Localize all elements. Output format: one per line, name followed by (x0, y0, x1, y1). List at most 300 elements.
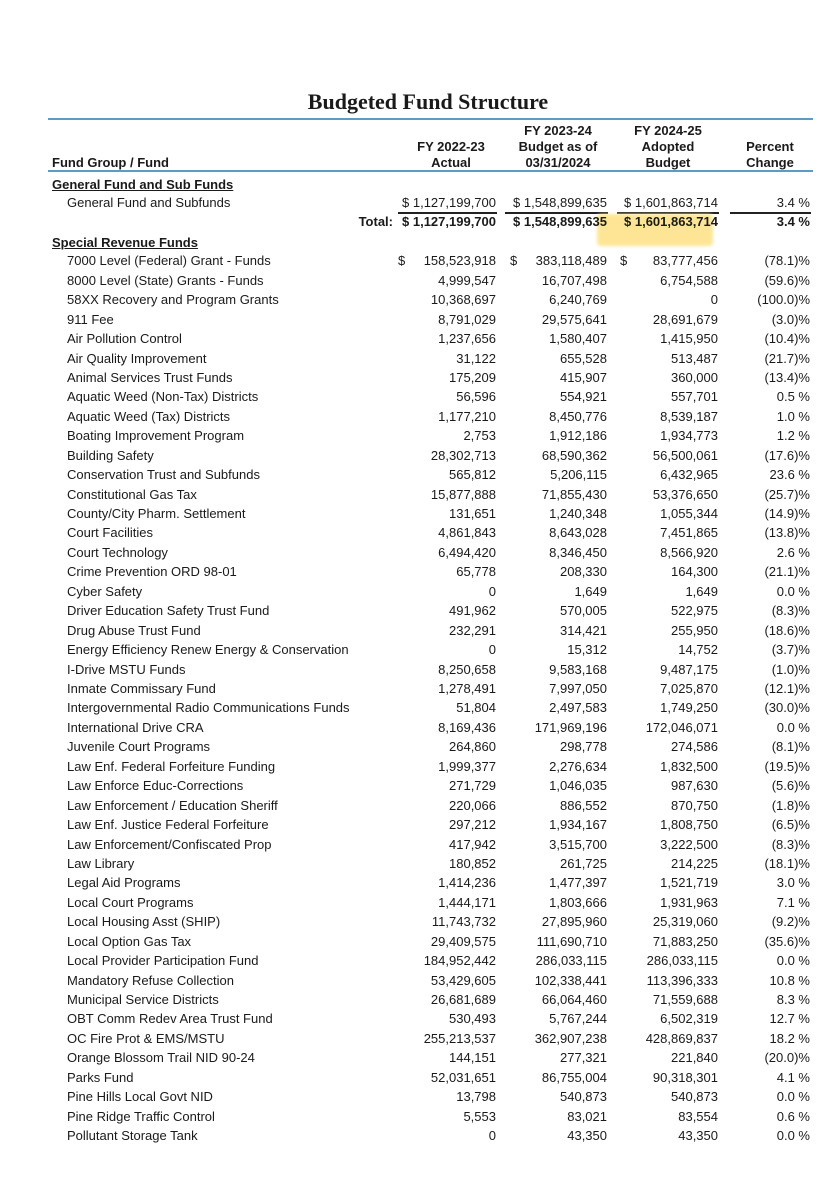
actual-value: 0 (488, 1128, 496, 1144)
fund-name: Law Enforcement / Education Sheriff (67, 797, 278, 813)
table-row (48, 893, 813, 912)
actual-value: 184,952,442 (423, 953, 496, 969)
pct-value: 2.6 % (776, 544, 810, 560)
budget-value: 415,907 (560, 369, 607, 385)
actual-value: 271,729 (449, 778, 496, 794)
fund-name: Law Enf. Justice Federal Forfeiture (67, 817, 269, 833)
pct-value: (30.0)% (764, 700, 810, 716)
budget-value: 6,240,769 (549, 292, 607, 308)
pct-value: (3.0)% (771, 311, 810, 327)
adopted-value: 3,222,500 (660, 836, 718, 852)
pct-value: (59.6)% (764, 272, 810, 288)
table-row (48, 757, 813, 776)
fund-name: Constitutional Gas Tax (67, 486, 197, 502)
actual-value: 0 (488, 642, 496, 658)
header-adopted-line3: Budget (645, 155, 691, 170)
total-budget (513, 212, 607, 231)
header-adopted-line1: FY 2024-25 (634, 123, 702, 138)
actual-value: 491,962 (449, 603, 496, 619)
adopted-value: 1,808,750 (660, 817, 718, 833)
pct-value: 4.1 % (776, 1069, 810, 1085)
pct-value: (25.7)% (764, 486, 810, 502)
pct-value: 3.0 % (776, 875, 810, 891)
fund-name: Air Quality Improvement (67, 350, 207, 366)
actual-value: 29,409,575 (430, 933, 496, 949)
budget-value: 298,778 (560, 739, 607, 755)
pct-value: (14.9)% (764, 506, 810, 522)
fund-name: Juvenile Court Programs (67, 739, 211, 755)
budget-value: 570,005 (560, 603, 607, 619)
adopted-value: 1,521,719 (660, 875, 718, 891)
budget-value: 3,515,700 (549, 836, 607, 852)
pct-value: (1.8)% (771, 797, 810, 813)
adopted-value: 90,318,301 (652, 1069, 718, 1085)
actual-value: 1,999,377 (438, 758, 496, 774)
actual-value: 56,596 (456, 389, 496, 405)
fund-name: County/City Pharm. Settlement (67, 506, 246, 522)
fund-name: Local Court Programs (67, 894, 194, 910)
budget-value: 43,350 (567, 1128, 607, 1144)
adopted-value: 274,586 (671, 739, 718, 755)
actual-value: 417,942 (449, 836, 496, 852)
adopted-value: 53,376,650 (652, 486, 718, 502)
adopted-value: 9,487,175 (660, 661, 718, 677)
pct-value: 10.8 % (769, 972, 810, 988)
table-row (48, 582, 813, 601)
table-row (48, 290, 813, 309)
fund-name: Boating Improvement Program (67, 428, 245, 444)
pct-value: (8.3)% (771, 836, 810, 852)
budget-value: 5,767,244 (549, 1011, 607, 1027)
fund-name: Conservation Trust and Subfunds (67, 467, 260, 483)
adopted-value: 428,869,837 (645, 1030, 718, 1046)
header-budget-line3: 03/31/2024 (525, 155, 591, 170)
fund-name: OC Fire Prot & EMS/MSTU (67, 1030, 225, 1046)
fund-name: Building Safety (67, 447, 154, 463)
actual-value: 264,860 (449, 739, 496, 755)
budget-value: 1,046,035 (549, 778, 607, 794)
actual-value: 1,444,171 (438, 894, 496, 910)
fund-name: Legal Aid Programs (67, 875, 181, 891)
fund-name: Aquatic Weed (Tax) Districts (67, 408, 231, 424)
fund-name: 7000 Level (Federal) Grant - Funds (67, 253, 271, 269)
fund-name: Court Technology (67, 544, 168, 560)
fund-name: 8000 Level (State) Grants - Funds (67, 272, 264, 288)
pct-value: (20.0)% (764, 1050, 810, 1066)
pct-value: (8.1)% (771, 739, 810, 755)
budget-value: 27,895,960 (541, 914, 607, 930)
table-row (48, 1107, 813, 1126)
total-pct: 3.4 % (776, 214, 810, 229)
budget-value: 5,206,115 (550, 467, 607, 483)
budget-value: 261,725 (560, 855, 607, 871)
budget-value: 286,033,115 (535, 953, 607, 969)
budget-value: 171,969,196 (534, 719, 607, 735)
actual-value: 158,523,918 (423, 253, 496, 269)
currency-sign: $ (398, 253, 406, 269)
pct-value: 0.0 % (776, 1128, 810, 1144)
budget-value: 83,021 (567, 1108, 607, 1124)
fund-name: Intergovernmental Radio Communications Funds (67, 700, 350, 716)
adopted-value: 172,046,071 (645, 719, 718, 735)
pct-value: 8.3 % (776, 992, 810, 1008)
actual-value: 8,250,658 (438, 661, 496, 677)
adopted-value: 1,649 (685, 583, 718, 599)
adopted-value: 83,554 (678, 1108, 718, 1124)
budget-value: 71,855,430 (541, 486, 607, 502)
pct-value: 0.0 % (776, 583, 810, 599)
table-row (48, 621, 813, 640)
budget-value: 1,934,167 (549, 817, 607, 833)
actual-value: 53,429,605 (430, 972, 496, 988)
table-row (48, 951, 813, 970)
pct-value: (21.7)% (764, 350, 810, 366)
fund-name: Energy Efficiency Renew Energy & Conservation (67, 642, 349, 658)
budget-value: 1,803,666 (549, 894, 607, 910)
table-row (48, 465, 813, 484)
table-row (48, 485, 813, 504)
actual-value: 11,743,732 (431, 914, 496, 930)
actual-value: 52,031,651 (430, 1069, 496, 1085)
actual-value: 297,212 (449, 817, 496, 833)
header-pct-line2: Change (746, 155, 794, 170)
actual-value: 1,177,210 (438, 408, 496, 424)
pct-value: (3.7)% (771, 642, 810, 658)
pct-value: (5.6)% (771, 778, 810, 794)
header-budget (508, 123, 608, 171)
table-row (48, 562, 813, 581)
fund-name: Orange Blossom Trail NID 90-24 (67, 1050, 255, 1066)
actual-value: 1,414,236 (438, 875, 496, 891)
total-actual (402, 212, 496, 231)
table-row (48, 660, 813, 679)
pct-value: 18.2 % (769, 1030, 810, 1046)
actual-value: 0 (488, 583, 496, 599)
fund-name: Law Enforcement/Confiscated Prop (67, 836, 272, 852)
table-row (48, 387, 813, 406)
pct-value: (9.2)% (771, 914, 810, 930)
currency-sign: $ (624, 195, 632, 210)
header-actual-line2: Actual (431, 155, 471, 170)
fund-name: Inmate Commissary Fund (67, 680, 216, 696)
adopted-value: 1,931,963 (660, 894, 718, 910)
adopted-value: 113,396,333 (646, 972, 718, 988)
adopted-value: 71,559,688 (652, 992, 718, 1008)
adopted-value: 71,883,250 (652, 933, 718, 949)
header-actual-line1: FY 2022-23 (417, 139, 485, 154)
pct-value: 12.7 % (769, 1011, 810, 1027)
actual-value (402, 193, 496, 212)
total-label: Total: (358, 214, 393, 229)
budget-value: 208,330 (560, 564, 607, 580)
fund-name: General Fund and Subfunds (67, 195, 231, 210)
actual-value: 1,237,656 (438, 331, 496, 347)
pct-value: 0.0 % (776, 719, 810, 735)
budget-value: 68,590,362 (541, 447, 607, 463)
table-row (48, 776, 813, 795)
budget-value: 9,583,168 (549, 661, 607, 677)
table-row (48, 329, 813, 348)
adopted-value: 870,750 (671, 797, 718, 813)
actual-value: 144,151 (449, 1050, 496, 1066)
currency-sign: $ (402, 214, 410, 229)
pct-value: (1.0)% (771, 661, 810, 677)
adopted-value: 1,749,250 (660, 700, 718, 716)
fund-name: Local Provider Participation Fund (67, 953, 259, 969)
actual-value: 15,877,888 (430, 486, 496, 502)
table-row (48, 873, 813, 892)
adopted-value: 214,225 (671, 855, 718, 871)
table-row (48, 640, 813, 659)
budget-value (513, 193, 607, 212)
fund-name: Law Enf. Federal Forfeiture Funding (67, 758, 276, 774)
budget-value: 655,528 (560, 350, 607, 366)
actual-value: 5,553 (463, 1108, 496, 1124)
fund-name: I-Drive MSTU Funds (67, 661, 186, 677)
fund-name: Parks Fund (67, 1069, 134, 1085)
budget-amount: 1,548,899,635 (523, 195, 607, 210)
header-rule (48, 170, 813, 172)
fund-name: OBT Comm Redev Area Trust Fund (67, 1011, 273, 1027)
fund-name: 58XX Recovery and Program Grants (67, 292, 279, 308)
adopted-value: 6,754,588 (660, 272, 718, 288)
fund-name: Pine Ridge Traffic Control (67, 1108, 215, 1124)
total-actual-amount: 1,127,199,700 (412, 214, 496, 229)
adopted-value: 25,319,060 (652, 914, 718, 930)
budget-value: 7,997,050 (549, 680, 607, 696)
table-row (48, 523, 813, 542)
pct-value: (100.0)% (757, 292, 810, 308)
budget-value: 1,649 (574, 583, 607, 599)
currency-sign: $ (513, 214, 521, 229)
actual-value: 255,213,537 (423, 1030, 496, 1046)
budget-value: 86,755,004 (541, 1069, 607, 1085)
budget-value: 554,921 (560, 389, 607, 405)
adopted-value (624, 193, 718, 212)
actual-value: 2,753 (463, 428, 496, 444)
table-row (48, 251, 813, 270)
adopted-value: 6,502,319 (660, 1011, 718, 1027)
budget-value: 8,643,028 (549, 525, 607, 541)
adopted-value: 28,691,679 (652, 311, 718, 327)
budget-value: 1,240,348 (549, 506, 607, 522)
table-row (48, 932, 813, 951)
pct-value: 0.5 % (776, 389, 810, 405)
budget-value: 2,497,583 (549, 700, 607, 716)
fund-name: Animal Services Trust Funds (67, 369, 233, 385)
table-row (48, 1009, 813, 1028)
budget-value: 362,907,238 (534, 1030, 607, 1046)
adopted-value: 360,000 (671, 369, 718, 385)
pct-value: (8.3)% (771, 603, 810, 619)
budget-value: 66,064,460 (541, 992, 607, 1008)
pct-value: (18.6)% (764, 622, 810, 638)
fund-name: Law Library (67, 855, 135, 871)
fund-name: Municipal Service Districts (67, 992, 219, 1008)
adopted-value: 8,539,187 (660, 408, 718, 424)
total-budget-amount: 1,548,899,635 (523, 214, 607, 229)
actual-amount: 1,127,199,700 (412, 195, 496, 210)
fund-name: Driver Education Safety Trust Fund (67, 603, 270, 619)
adopted-value: 1,832,500 (660, 758, 718, 774)
section-general: General Fund and Sub Funds (52, 177, 234, 192)
fund-name: Mandatory Refuse Collection (67, 972, 234, 988)
table-row (48, 1068, 813, 1087)
fund-name: Cyber Safety (67, 583, 143, 599)
table-row (48, 679, 813, 698)
header-adopted (618, 123, 718, 171)
table-row (48, 698, 813, 717)
pct-value: (19.5)% (764, 758, 810, 774)
actual-value: 180,852 (449, 855, 496, 871)
total-adopted-amount: 1,601,863,714 (634, 214, 718, 229)
header-adopted-line2: Adopted (641, 139, 695, 154)
adopted-value: 164,300 (671, 564, 718, 580)
table-row-total (48, 212, 813, 231)
pct-value: (13.4)% (764, 369, 810, 385)
section-special-revenue: Special Revenue Funds (52, 235, 198, 250)
adopted-value: 7,025,870 (660, 680, 718, 696)
table-row (48, 407, 813, 426)
fund-name: Pollutant Storage Tank (67, 1128, 198, 1144)
pct-value: 7.1 % (776, 894, 810, 910)
actual-value: 530,493 (449, 1011, 496, 1027)
actual-value: 31,122 (456, 350, 496, 366)
pct-value: (18.1)% (764, 855, 810, 871)
adopted-value: 7,451,865 (660, 525, 718, 541)
header-budget-line2: Budget as of (518, 139, 598, 154)
fund-name: Law Enforce Educ-Corrections (67, 778, 244, 794)
adopted-value: 14,752 (678, 642, 718, 658)
currency-sign: $ (402, 195, 410, 210)
currency-sign: $ (624, 214, 632, 229)
table-row (48, 1126, 813, 1145)
header-actual (405, 139, 497, 171)
pct-value: 23.6 % (769, 467, 810, 483)
pct-value: (78.1)% (764, 253, 810, 269)
pct-value: (17.6)% (764, 447, 810, 463)
budget-value: 1,912,186 (549, 428, 607, 444)
currency-sign: $ (510, 253, 518, 269)
fund-name: Air Pollution Control (67, 331, 182, 347)
title-rule (48, 118, 813, 120)
budget-value: 29,575,641 (541, 311, 607, 327)
table-row (48, 601, 813, 620)
budget-value: 1,477,397 (549, 875, 607, 891)
table-row-general (48, 193, 813, 212)
header-pct-line1: Percent (746, 139, 794, 154)
table-row (48, 310, 813, 329)
pct-value: 0.0 % (776, 1089, 810, 1105)
table-row (48, 368, 813, 387)
table-row (48, 1087, 813, 1106)
fund-name: Crime Prevention ORD 98-01 (67, 564, 237, 580)
actual-value: 6,494,420 (438, 544, 496, 560)
budget-value: 383,118,489 (535, 253, 607, 269)
pct-value: 1.2 % (776, 428, 810, 444)
adopted-value: 255,950 (671, 622, 718, 638)
table-row (48, 971, 813, 990)
fund-name: Local Option Gas Tax (67, 933, 192, 949)
pct-value: 3.4 % (776, 195, 810, 210)
actual-value: 10,368,697 (430, 292, 496, 308)
actual-value: 131,651 (449, 506, 496, 522)
budget-value: 8,346,450 (549, 544, 607, 560)
fund-name: 911 Fee (67, 311, 114, 327)
actual-value: 220,066 (449, 797, 496, 813)
budget-value: 111,690,710 (536, 933, 607, 949)
adopted-amount: 1,601,863,714 (634, 195, 718, 210)
table-row (48, 543, 813, 562)
table-row (48, 426, 813, 445)
adopted-value: 83,777,456 (652, 253, 718, 269)
page-title: Budgeted Fund Structure (307, 89, 549, 114)
table-row (48, 737, 813, 756)
adopted-value: 8,566,920 (660, 544, 718, 560)
adopted-value: 540,873 (671, 1089, 718, 1105)
actual-value: 13,798 (456, 1089, 496, 1105)
header-budget-line1: FY 2023-24 (524, 123, 592, 138)
currency-sign: $ (513, 195, 521, 210)
adopted-value: 1,934,773 (660, 428, 718, 444)
fund-name: Aquatic Weed (Non-Tax) Districts (67, 389, 259, 405)
budget-value: 8,450,776 (549, 408, 607, 424)
adopted-value: 522,975 (671, 603, 718, 619)
table-row (48, 1048, 813, 1067)
pct-value: 0.6 % (776, 1108, 810, 1124)
table-row (48, 446, 813, 465)
actual-value: 4,999,547 (438, 272, 496, 288)
adopted-value: 557,701 (671, 389, 718, 405)
total-adopted (624, 212, 718, 231)
table-row (48, 504, 813, 523)
header-pct (730, 139, 810, 171)
pct-value: 0.0 % (776, 953, 810, 969)
fund-name: Drug Abuse Trust Fund (67, 622, 201, 638)
pct-value: (13.8)% (764, 525, 810, 541)
fund-name: Court Facilities (67, 525, 153, 541)
actual-value: 51,804 (456, 700, 496, 716)
actual-value: 65,778 (456, 564, 496, 580)
adopted-value: 1,055,344 (660, 506, 718, 522)
table-row (48, 1029, 813, 1048)
table-row (48, 990, 813, 1009)
adopted-value: 513,487 (671, 350, 718, 366)
actual-value: 565,812 (449, 467, 496, 483)
adopted-value: 43,350 (678, 1128, 718, 1144)
actual-value: 1,278,491 (438, 680, 496, 696)
currency-sign: $ (620, 253, 628, 269)
actual-value: 175,209 (449, 369, 496, 385)
actual-value: 26,681,689 (430, 992, 496, 1008)
pct-value: (12.1)% (764, 680, 810, 696)
adopted-value: 56,500,061 (652, 447, 718, 463)
actual-value: 8,169,436 (438, 719, 496, 735)
table-row (48, 912, 813, 931)
actual-value: 232,291 (449, 622, 496, 638)
adopted-value: 221,840 (671, 1050, 718, 1066)
pct-value: 1.0 % (776, 408, 810, 424)
budget-value: 886,552 (560, 797, 607, 813)
pct-value: (6.5)% (771, 817, 810, 833)
budget-value: 277,321 (560, 1050, 607, 1066)
table-row (48, 271, 813, 290)
adopted-value: 1,415,950 (660, 331, 718, 347)
fund-name: Local Housing Asst (SHIP) (67, 914, 221, 930)
header-fund: Fund Group / Fund (52, 155, 169, 170)
actual-value: 8,791,029 (438, 311, 496, 327)
table-row (48, 835, 813, 854)
